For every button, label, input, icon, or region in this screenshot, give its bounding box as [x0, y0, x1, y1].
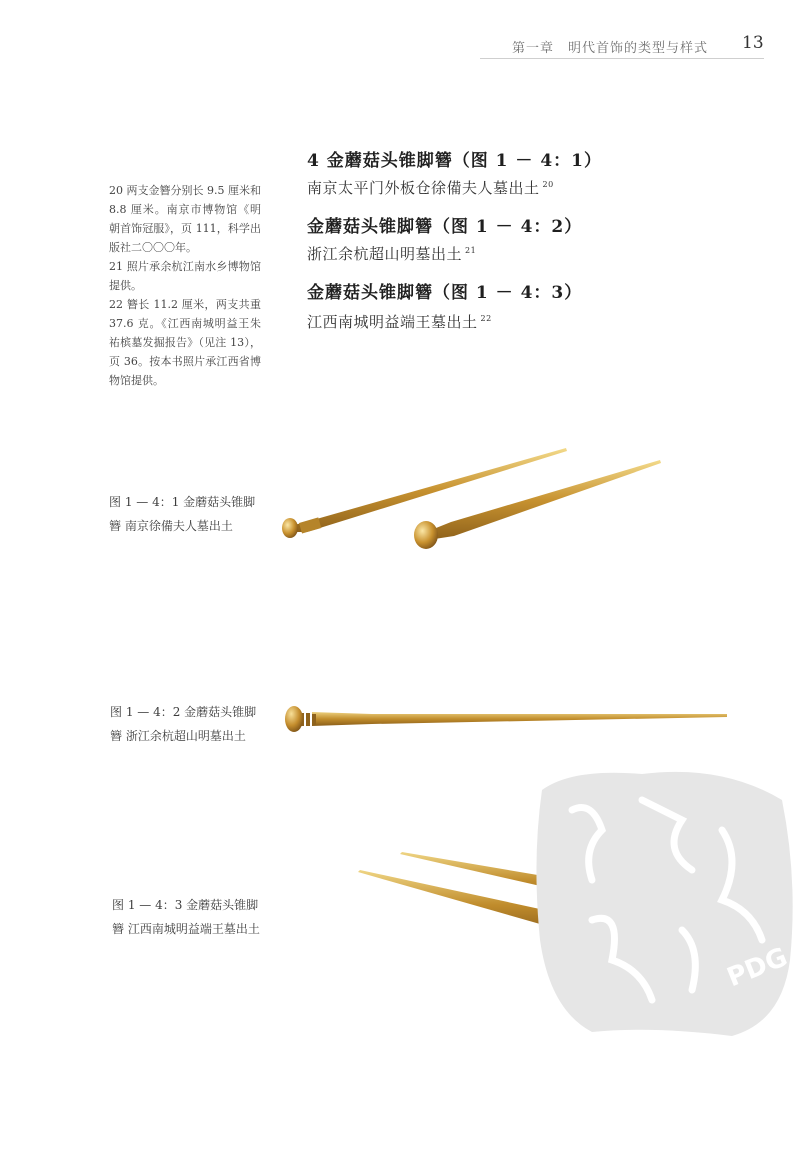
caption-fig3: 图 1 — 4：3 金蘑菇头锥脚簪 江西南城明益端王墓出土	[112, 898, 260, 936]
footnote-20: 20 两支金簪分别长 9.5 厘米和 8.8 厘米。南京市博物馆《明朝首饰冠服》，页 111，科学出版社二〇〇〇年。	[109, 184, 261, 254]
footnotes	[109, 181, 261, 390]
page-number: 13	[742, 33, 764, 53]
entry-source-2: 浙江余杭超山明墓出土 $^{21}$	[307, 245, 477, 263]
note-ref-20[interactable]: 20	[542, 180, 554, 189]
footnote-21: 21 照片承余杭江南水乡博物馆提供。	[109, 260, 261, 292]
entry-source-1: 南京太平门外板仓徐備夫人墓出土 $^{20}$	[307, 179, 554, 197]
caption-fig2: 图 1 — 4：2 金蘑菇头锥脚簪 浙江余杭超山明墓出土	[110, 705, 257, 743]
caption-fig1: 图 1 — 4：1 金蘑菇头锥脚簪 南京徐備夫人墓出土	[109, 495, 256, 533]
entry-heading-2: 金蘑菇头锥脚簪（图 1 － 4：2）	[307, 217, 583, 237]
note-ref-22[interactable]: 22	[480, 314, 492, 323]
entry-heading-3: 金蘑菇头锥脚簪（图 1 － 4：3）	[307, 283, 583, 303]
entry-source-3: 江西南城明益端王墓出土 $^{22}$	[307, 313, 492, 331]
figure-hairpin-yuhang	[282, 690, 732, 750]
watermark-seal	[532, 760, 800, 1040]
chapter-title: 第一章 明代首饰的类型与样式	[512, 41, 709, 56]
note-ref-21[interactable]: 21	[465, 246, 477, 255]
hairpin-c	[285, 706, 727, 732]
header-rule	[480, 58, 764, 59]
watermark-text: PDG	[723, 942, 792, 994]
hairpin-b	[414, 460, 661, 549]
entry-heading-1: 4 金蘑菇头锥脚簪（图 1 － 4：1）	[307, 151, 602, 171]
figure-hairpins-nanjing	[276, 440, 676, 560]
footnote-22: 22 簪长 11.2 厘米，两支共重 37.6 克。《江西南城明益王朱祐槟墓发掘报告》（见注 13），页 36。按本书照片承江西省博物馆提供。	[109, 298, 261, 387]
